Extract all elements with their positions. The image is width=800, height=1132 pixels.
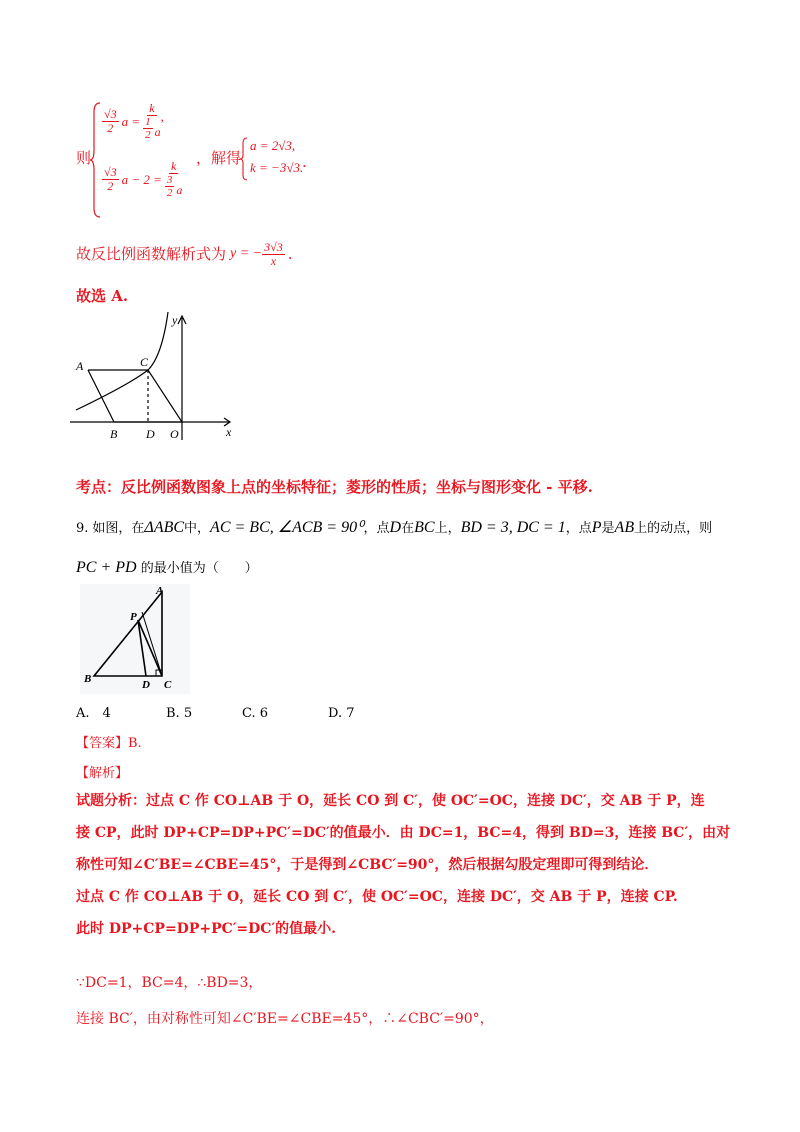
function-formula-line: 故反比例函数解析式为 y = − $\frac{3√3}{x}$ . [76,239,293,268]
analysis-line-3: 称性可知∠C′BE=∠CBE=45°，于是得到∠CBC′=90°，然后根据勾股定理即可得到结论． [76,857,659,873]
formula-fraction: $\frac{3√3}{x}$ [264,239,283,268]
graph-hyperbola-rhombus [70,312,240,442]
eq2-rhs-fraction: k $\frac{3}{2}$ a [166,159,183,199]
option-a: A. 4 [76,706,111,721]
triangle-figure [80,584,190,694]
eq1-lhs-fraction: $\frac{√3}{2}$ [104,107,117,135]
solution-2: k = −3√3. [250,160,304,175]
label-A: A [76,359,84,373]
question-9-line2: PC + PD 的最小值为（ ） [76,559,258,576]
label-C: C [140,355,149,369]
left-brace [90,102,102,218]
answer-line: 【答案】B. [76,736,142,751]
analysis-line-1: 试题分析：过点 C 作 CO⊥AB 于 O，延长 CO 到 C′，使 OC′=OC，连接 DC′，交 AB 于 P，连 [76,793,705,809]
question-9-line1: 9. 如图，在 ΔABC 中， AC = BC, ∠ACB = 90⁰ ，点 D 在 BC 上， BD = 3, DC = 1 ，点 P 是 AB 上的动点，则 [76,519,713,536]
rhombus [88,370,182,422]
analysis-heading: 【解析】 [76,766,129,781]
proof-line-2: 连接 BC′，由对称性可知∠C′BE=∠CBE=45°，∴∠CBC′=90°， [76,1011,494,1027]
label-P: P [130,611,137,623]
equation-system [76,100,336,220]
solution-period: . [302,153,307,171]
label-B2: B [84,673,92,685]
label-C2: C [164,679,172,691]
ze-label: 则 [76,149,92,167]
label-A2: A [156,585,164,597]
jiede-label: ，解得 [196,149,242,167]
analysis-line-4: 过点 C 作 CO⊥AB 于 O，延长 CO 到 C′，使 OC′=OC，连接 DC′，交 AB 于 P，连接 CP. [76,889,678,905]
label-y: y [172,313,178,327]
analysis-line-2: 接 CP，此时 DP+CP=DP+PC′=DC′的值最小．由 DC=1，BC=4，得到 BD=3，连接 BC′，由对 [76,825,731,841]
analysis-line-5: 此时 DP+CP=DP+PC′=DC′的值最小. [76,921,337,937]
solution-brace [240,137,248,181]
label-D: D [146,427,155,441]
kaodian-line: 考点：反比例函数图象上点的坐标特征；菱形的性质；坐标与图形变化 - 平移. [76,478,593,496]
proof-line-1: ∵DC=1，BC=4，∴BD=3， [76,975,263,991]
equation-1: $\frac{√3}{2}$ a = k $\frac{1}{2}$ a , [104,101,164,141]
option-c: C. 6 [242,706,269,721]
option-b: B. 5 [166,706,193,721]
solution-1: a = 2√3, [250,138,296,153]
hyperbola-curve [76,312,168,410]
option-d: D. 7 [328,706,355,721]
label-D2: D [142,679,150,691]
eq1-rhs-fraction: k $\frac{1}{2}$ a [145,101,161,141]
label-x: x [226,425,232,439]
choice-line: 故选 A. [76,287,129,305]
label-B: B [110,427,118,441]
eq2-lhs-fraction: $\frac{√3}{2}$ [104,165,117,193]
eq2-var: a − 2 = [121,171,162,187]
equation-2 [102,160,182,199]
eq1-var: a = [121,113,141,129]
label-O: O [170,427,179,441]
